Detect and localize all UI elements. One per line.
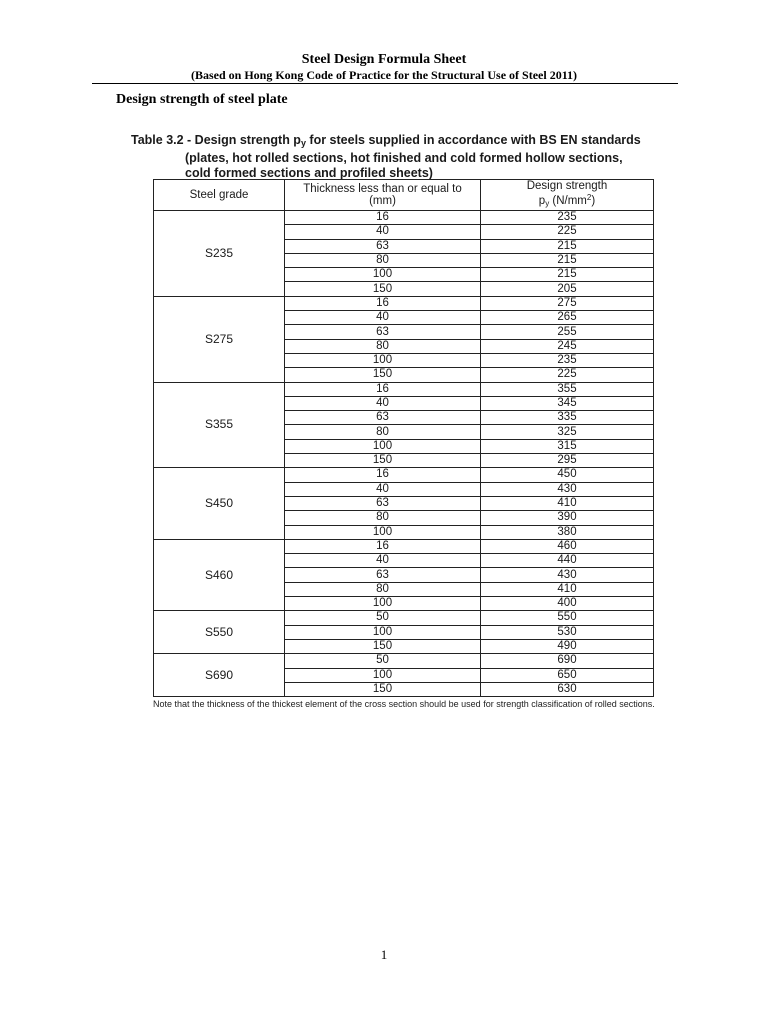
table-row — [154, 468, 654, 482]
thickness-cell: 40 — [285, 311, 481, 325]
design-strength-cell: 530 — [481, 625, 654, 639]
thickness-cell: 40 — [285, 225, 481, 239]
design-strength-cell: 265 — [481, 311, 654, 325]
header-steel-grade: Steel grade — [154, 180, 285, 211]
steel-grade-cell: S275 — [154, 296, 285, 382]
document-subtitle: (Based on Hong Kong Code of Practice for the Structural Use of Steel 2011) — [190, 68, 578, 82]
design-strength-cell: 390 — [481, 511, 654, 525]
design-strength-cell: 410 — [481, 582, 654, 596]
thickness-cell: 63 — [285, 239, 481, 253]
design-strength-cell: 315 — [481, 439, 654, 453]
table-row — [154, 211, 654, 225]
thickness-cell: 40 — [285, 554, 481, 568]
table-row — [154, 539, 654, 553]
thickness-cell: 16 — [285, 539, 481, 553]
design-strength-cell: 205 — [481, 282, 654, 296]
design-strength-cell: 440 — [481, 554, 654, 568]
thickness-cell: 150 — [285, 682, 481, 696]
steel-grade-cell: S550 — [154, 611, 285, 654]
thickness-cell: 80 — [285, 511, 481, 525]
thickness-cell: 80 — [285, 582, 481, 596]
header-thickness: Thickness less than or equal to (mm) — [285, 180, 481, 211]
thickness-cell: 63 — [285, 568, 481, 582]
steel-grade-cell: S235 — [154, 211, 285, 297]
design-strength-cell: 460 — [481, 539, 654, 553]
header-divider — [92, 83, 678, 84]
thickness-cell: 63 — [285, 411, 481, 425]
design-strength-cell: 215 — [481, 253, 654, 267]
design-strength-cell: 410 — [481, 496, 654, 510]
steel-grade-cell: S460 — [154, 539, 285, 610]
design-strength-cell: 630 — [481, 682, 654, 696]
thickness-cell: 100 — [285, 439, 481, 453]
design-strength-cell: 430 — [481, 568, 654, 582]
page-number: 1 — [380, 947, 388, 962]
thickness-cell: 80 — [285, 339, 481, 353]
table-caption — [131, 133, 671, 181]
thickness-cell: 16 — [285, 296, 481, 310]
table-body — [154, 211, 654, 697]
design-strength-cell: 430 — [481, 482, 654, 496]
table-header-row — [154, 180, 654, 211]
steel-grade-cell: S450 — [154, 468, 285, 539]
thickness-cell: 100 — [285, 353, 481, 367]
section-heading: Design strength of steel plate — [116, 92, 288, 107]
table-caption-line-2: (plates, hot rolled sections, hot finished and cold formed hollow sections, — [185, 151, 623, 165]
thickness-cell: 16 — [285, 382, 481, 396]
table-note: Note that the thickness of the thickest element of the cross section should be used for strength classification of rolled sections. — [153, 699, 655, 709]
design-strength-cell: 215 — [481, 239, 654, 253]
thickness-cell: 63 — [285, 496, 481, 510]
design-strength-cell: 490 — [481, 639, 654, 653]
thickness-cell: 150 — [285, 368, 481, 382]
design-strength-cell: 650 — [481, 668, 654, 682]
steel-grade-cell: S355 — [154, 382, 285, 468]
design-strength-cell: 380 — [481, 525, 654, 539]
table-row — [154, 654, 654, 668]
design-strength-cell: 355 — [481, 382, 654, 396]
design-strength-table — [153, 179, 654, 697]
thickness-cell: 80 — [285, 253, 481, 267]
document-title: Steel Design Formula Sheet — [301, 52, 467, 67]
table-caption-line-1: Table 3.2 - Design strength $p_y$ for steels supplied in accordance with BS EN standards — [131, 133, 641, 148]
table-row — [154, 296, 654, 310]
thickness-cell: 40 — [285, 396, 481, 410]
table-row — [154, 382, 654, 396]
design-strength-cell: 235 — [481, 353, 654, 367]
thickness-cell: 16 — [285, 468, 481, 482]
design-strength-cell: 400 — [481, 597, 654, 611]
thickness-cell: 50 — [285, 611, 481, 625]
table-caption-line-3: cold formed sections and profiled sheets) — [185, 166, 433, 180]
thickness-cell: 100 — [285, 625, 481, 639]
thickness-cell: 100 — [285, 525, 481, 539]
thickness-cell: 80 — [285, 425, 481, 439]
design-strength-cell: 255 — [481, 325, 654, 339]
design-strength-cell: 335 — [481, 411, 654, 425]
thickness-cell: 63 — [285, 325, 481, 339]
thickness-cell: 150 — [285, 639, 481, 653]
table-row — [154, 611, 654, 625]
design-strength-cell: 450 — [481, 468, 654, 482]
design-strength-cell: 295 — [481, 454, 654, 468]
thickness-cell: 150 — [285, 282, 481, 296]
design-strength-cell: 225 — [481, 225, 654, 239]
thickness-cell: 50 — [285, 654, 481, 668]
thickness-cell: 100 — [285, 597, 481, 611]
thickness-cell: 40 — [285, 482, 481, 496]
design-strength-cell: 245 — [481, 339, 654, 353]
design-strength-cell: 325 — [481, 425, 654, 439]
design-strength-cell: 690 — [481, 654, 654, 668]
thickness-cell: 100 — [285, 668, 481, 682]
design-strength-cell: 215 — [481, 268, 654, 282]
thickness-cell: 100 — [285, 268, 481, 282]
design-strength-cell: 345 — [481, 396, 654, 410]
design-strength-cell: 235 — [481, 211, 654, 225]
design-strength-cell: 275 — [481, 296, 654, 310]
thickness-cell: 150 — [285, 454, 481, 468]
design-strength-cell: 550 — [481, 611, 654, 625]
header-design-strength: Design strength $p_y$ $(N/mm^2)$ — [481, 180, 654, 211]
steel-grade-cell: S690 — [154, 654, 285, 697]
thickness-cell: 16 — [285, 211, 481, 225]
design-strength-cell: 225 — [481, 368, 654, 382]
